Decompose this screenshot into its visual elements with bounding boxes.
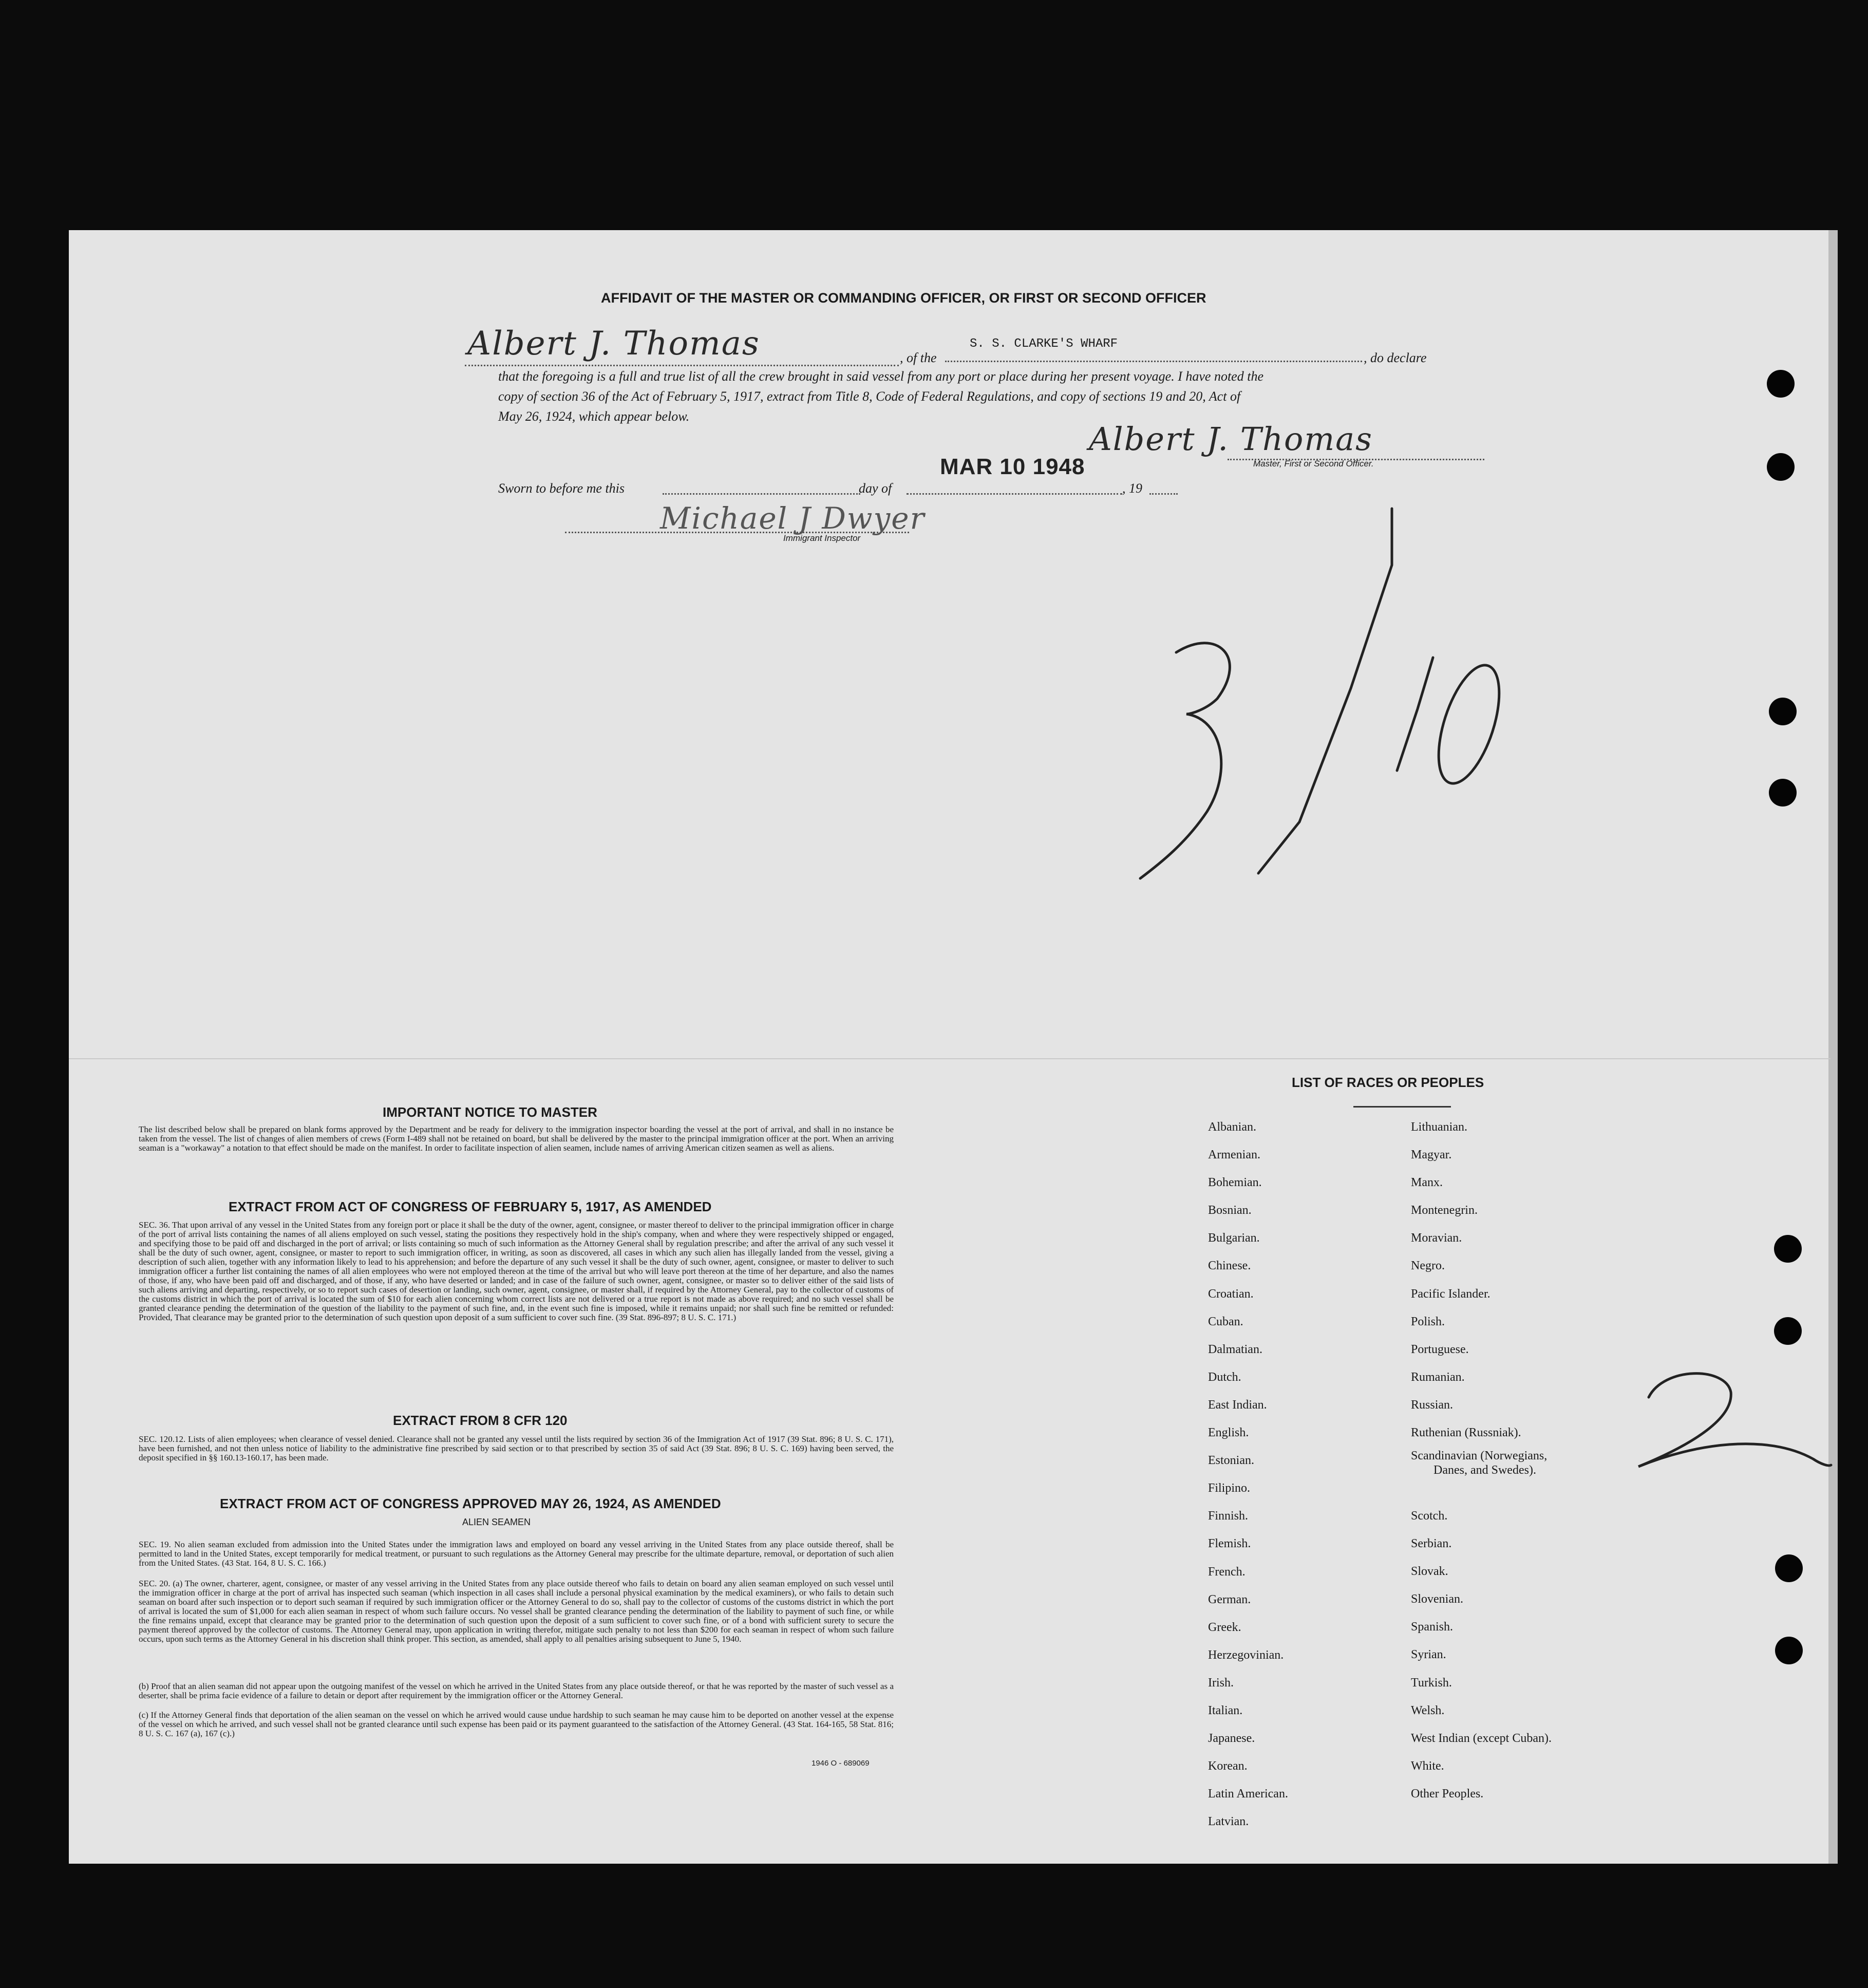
race-item: Finnish.	[1208, 1509, 1249, 1523]
races-title-rule	[1353, 1106, 1451, 1108]
affidavit-line-3: copy of section 36 of the Act of February 5, 1917, extract from Title 8, Code of Federal Regulations, and copy of sections 19 and 20, Act of	[498, 389, 1241, 404]
affidavit-line-2: that the foregoing is a full and true list of all the crew brought in said vessel from any port or place during her present voyage. I have noted the	[498, 369, 1263, 384]
binder-hole	[1774, 1235, 1802, 1263]
sworn-month-line	[907, 493, 1122, 495]
race-item: Portuguese.	[1411, 1342, 1469, 1356]
race-item: Lithuanian.	[1411, 1120, 1467, 1134]
race-item: Herzegovinian.	[1208, 1648, 1284, 1662]
print-code: 1946 O - 689069	[812, 1759, 870, 1768]
race-item: Manx.	[1411, 1176, 1443, 1190]
race-item: Rumanian.	[1411, 1370, 1465, 1384]
race-item-scandinavian-line-1: Scandinavian (Norwegians,	[1411, 1449, 1548, 1462]
race-item: French.	[1208, 1565, 1246, 1579]
race-item: Italian.	[1208, 1703, 1243, 1717]
race-item: Korean.	[1208, 1759, 1248, 1773]
race-item: Dutch.	[1208, 1370, 1241, 1384]
race-item: Cuban.	[1208, 1315, 1243, 1328]
race-item: Slovak.	[1411, 1565, 1448, 1579]
race-item: Irish.	[1208, 1676, 1234, 1690]
race-item: Bulgarian.	[1208, 1231, 1260, 1245]
race-item-scandinavian	[1411, 1449, 1547, 1477]
notice-title: IMPORTANT NOTICE TO MASTER	[383, 1104, 597, 1120]
binder-hole	[1774, 1317, 1802, 1345]
race-item: German.	[1208, 1592, 1251, 1606]
year-label: , 19	[1122, 481, 1142, 496]
race-item: Scotch.	[1411, 1509, 1448, 1523]
race-item: Flemish.	[1208, 1537, 1251, 1551]
binder-hole	[1767, 370, 1795, 398]
day-of-label: day of	[859, 481, 892, 496]
race-item: Negro.	[1411, 1259, 1445, 1273]
inspector-caption: Immigrant Inspector	[783, 533, 861, 543]
race-item: Welsh.	[1411, 1703, 1445, 1717]
race-item: Latvian.	[1208, 1815, 1249, 1829]
extract-1917-text: SEC. 36. That upon arrival of any vessel in the United States from any foreign port or place it shall be the duty of the owner, agent, consignee, or master thereof to deliver to the principal immigration officer in charge of the port of arrival lists containing the names of all aliens employed on such vessel, stating the positions they respectively hold in the ship's company, when and where they were respectively shipped or engaged, and specifying those to be paid off and discharged in the port of arrival; or lists containing so much of such information as the Attorney General shall by regulation prescribe; and after the arrival of any such vessel it shall be the duty of such owner, agent, consignee, or master to report to such immigration officer, in writing, as soon as discovered, all cases in which any such alien has illegally landed from the vessel, giving a description of such alien, together with any information likely to lead to his apprehension; and before the departure of any such vessel it shall be the duty of such owner, agent, consignee, or master to deliver to such immigration officer a further list containing the names of all alien employees who were not employed thereon at the time of the arrival but who will leave port thereon at the time of her departure, and also the names of those, if any, who have been paid off and discharged, and of those, if any, who have deserted or landed; and in case of the failure of such owner, agent, consignee, or master so to deliver either of the said lists of such aliens arriving and departing, respectively, or so to report such cases of desertion or landing, such owner, agent, consignee, or master shall, if required by the Attorney General, pay to the collector of customs of the customs district in which the port of arrival is located the sum of $10 for each alien concerning whom correct lists are not delivered or a true report is not made as above required; and no such vessel shall be granted clearance pending the determination of the question of the liability to the payment of such fine, and, in the event such fine is imposed, while it remains unpaid; nor shall such fine be remitted or refunded: Provided, That clearance may be granted prior to the determination of such question upon deposit of a sum sufficient to cover such fine. (39 Stat. 896-897; 8 U. S. C. 171.)	[139, 1220, 894, 1322]
race-item: Spanish.	[1411, 1620, 1454, 1634]
year-line	[1149, 493, 1178, 495]
race-item: Latin American.	[1208, 1787, 1288, 1801]
binder-hole	[1769, 698, 1797, 725]
race-item: Bohemian.	[1208, 1176, 1262, 1190]
page-edge	[1828, 230, 1838, 1864]
do-declare-label: , do declare	[1364, 350, 1427, 365]
inspector-signature: Michael J Dwyer	[660, 501, 926, 536]
extract-1924-title: EXTRACT FROM ACT OF CONGRESS APPROVED MAY 26, 1924, AS AMENDED	[220, 1496, 721, 1511]
race-item: Turkish.	[1411, 1676, 1452, 1690]
handwritten-page-number	[1618, 1356, 1834, 1479]
handwritten-date-note	[1104, 503, 1515, 894]
race-item-scandinavian-line-2: Danes, and Swedes).	[1433, 1464, 1536, 1477]
sec-20b-text: (b) Proof that an alien seaman did not appear upon the outgoing manifest of the vessel on which he arrived in the United States from any place outside thereof, or that he was reported by the master of such vessel as a deserter, shall be prima facie evidence of a failure to detain or deport after requirement by the immigration officer or the Attorney General.	[139, 1681, 894, 1700]
race-item: Chinese.	[1208, 1259, 1251, 1273]
sec-19-text: SEC. 19. No alien seaman excluded from admission into the United States under the immigration laws and employed on board any vessel arriving in the United States from any place outside thereof, shall be permitted to land in the United States, except temporarily for medical treatment, or pursuant to such regulations as the Attorney General may prescribe for the ultimate departure, removal, or deportation of such alien from the United States. (43 Stat. 164, 8 U. S. C. 166.)	[139, 1540, 894, 1568]
race-item: Slovenian.	[1411, 1592, 1463, 1606]
race-item: Filipino.	[1208, 1481, 1251, 1495]
race-item: Russian.	[1411, 1398, 1454, 1412]
sec-20c-text: (c) If the Attorney General finds that deportation of the alien seaman on the vessel on which he arrived would cause undue hardship to such seaman he may cause him to be deported on another vessel at the expense of the vessel on which he arrived, and such vessel shall not be granted clearance until such expense has been paid or its payment guaranteed to the satisfaction of the Attorney General. (43 Stat. 164-165, 58 Stat. 816; 8 U. S. C. 167 (a), 167 (c).)	[139, 1710, 894, 1738]
binder-hole	[1767, 453, 1795, 481]
race-item: English.	[1208, 1426, 1249, 1440]
races-title: LIST OF RACES OR PEOPLES	[1292, 1075, 1484, 1090]
race-item: Croatian.	[1208, 1287, 1254, 1301]
races-column-2	[1411, 1113, 1521, 1447]
master-caption: Master, First or Second Officer.	[1253, 459, 1374, 468]
affidavit-line-4: May 26, 1924, which appear below.	[498, 409, 690, 424]
date-stamp: MAR 10 1948	[940, 454, 1085, 479]
binder-hole	[1775, 1637, 1803, 1664]
notice-text: The list described below shall be prepared on blank forms approved by the Department and be ready for delivery to the immigration inspector boarding the vessel at the port of arrival, and shall in no instance be taken from the vessel. The list of changes of alien members of crews (Form I-489 shall not be retained on board, but shall be delivered by the master to the principal immigration officer at the port. When an arriving seaman is a "workaway" a notation to that effect should be made on the manifest. In order to facilitate inspection of alien seamen, include names of arriving American citizen seamen as well as aliens.	[139, 1124, 894, 1153]
race-item: Estonian.	[1208, 1454, 1254, 1468]
sec-20a-text: SEC. 20. (a) The owner, charterer, agent, consignee, or master of any vessel arriving in the United States from any place outside thereof who fails to detain on board any alien seaman employed on such vessel until the immigration officer in charge at the port of arrival has inspected such seaman (which inspection in all cases shall include a personal physical examination by the medical examiners), or who fails to detain such seaman on board after such inspection or to deport such seaman if required by such immigration officer or the Attorney General to do so, shall pay to the collector of customs of the customs district in which the port of arrival is located the sum of $1,000 for each alien seaman in respect of whom such failure occurs. No vessel shall be granted clearance pending the determination of the liability to payment of such fine, or while the fine remains unpaid, except that clearance may be granted prior to the determination of such question upon the deposit of a sum sufficient to cover such fine, or of a bond with sufficient surety to secure the payment thereof approved by the collector of customs. The Attorney General may, upon application in writing therefor, mitigate such penalty to not less than $200 for each seaman in respect of whom such failure occurs, upon such terms as the Attorney General in his discretion shall think proper. This section, as amended, shall apply to all penalties arising subsequent to June 5, 1940.	[139, 1579, 894, 1644]
race-item: Bosnian.	[1208, 1204, 1252, 1217]
race-item: Moravian.	[1411, 1231, 1462, 1245]
extract-1917-title: EXTRACT FROM ACT OF CONGRESS OF FEBRUARY 5, 1917, AS AMENDED	[229, 1199, 712, 1214]
of-the-label: , of the	[900, 350, 937, 365]
race-item: Montenegrin.	[1411, 1204, 1478, 1217]
race-item: Albanian.	[1208, 1120, 1256, 1134]
race-item: Armenian.	[1208, 1148, 1260, 1162]
binder-hole	[1769, 779, 1797, 807]
vessel-line	[945, 361, 1362, 362]
extract-cfr-title: EXTRACT FROM 8 CFR 120	[393, 1413, 568, 1428]
race-item: Other Peoples.	[1411, 1787, 1484, 1801]
race-item: Pacific Islander.	[1411, 1287, 1490, 1301]
signature-name: Albert J. Thomas	[467, 325, 760, 363]
fold-line	[69, 1058, 1831, 1059]
race-item: Serbian.	[1411, 1537, 1452, 1551]
affidavit-title: AFFIDAVIT OF THE MASTER OR COMMANDING OFFICER, OR FIRST OR SECOND OFFICER	[601, 290, 1206, 306]
vessel-name: S. S. CLARKE'S WHARF	[970, 337, 1118, 351]
race-item: Ruthenian (Russniak).	[1411, 1426, 1521, 1440]
race-item: East Indian.	[1208, 1398, 1267, 1412]
race-item: Japanese.	[1208, 1732, 1255, 1746]
race-item: Syrian.	[1411, 1648, 1446, 1662]
race-item: West Indian (except Cuban).	[1411, 1731, 1552, 1745]
sworn-day-line	[663, 493, 860, 495]
master-signature: Albert J. Thomas	[1089, 420, 1373, 458]
race-item: Greek.	[1208, 1620, 1241, 1634]
races-column-1	[1208, 1113, 1288, 1835]
race-item: White.	[1411, 1759, 1444, 1773]
extract-cfr-text: SEC. 120.12. Lists of alien employees; when clearance of vessel denied. Clearance shall not be granted any vessel until the lists required by section 36 of the Immigration Act of 1917 (39 Stat. 896; 8 U. S. C. 171), have been furnished, and not then unless notice of liability to the administrative fine prescribed by said section or to that prescribed by section 35 of said Act (39 Stat. 896; 8 U. S. C. 169) having been served, the deposit specified in §§ 160.13-160.17, has been made.	[139, 1434, 894, 1462]
extract-1924-subtitle: ALIEN SEAMEN	[462, 1517, 531, 1527]
race-item: Magyar.	[1411, 1148, 1452, 1162]
race-item: Dalmatian.	[1208, 1342, 1262, 1356]
race-item: Polish.	[1411, 1315, 1445, 1328]
binder-hole	[1775, 1554, 1803, 1582]
sworn-label: Sworn to before me this	[498, 481, 625, 496]
races-column-2-continued	[1411, 1502, 1552, 1808]
